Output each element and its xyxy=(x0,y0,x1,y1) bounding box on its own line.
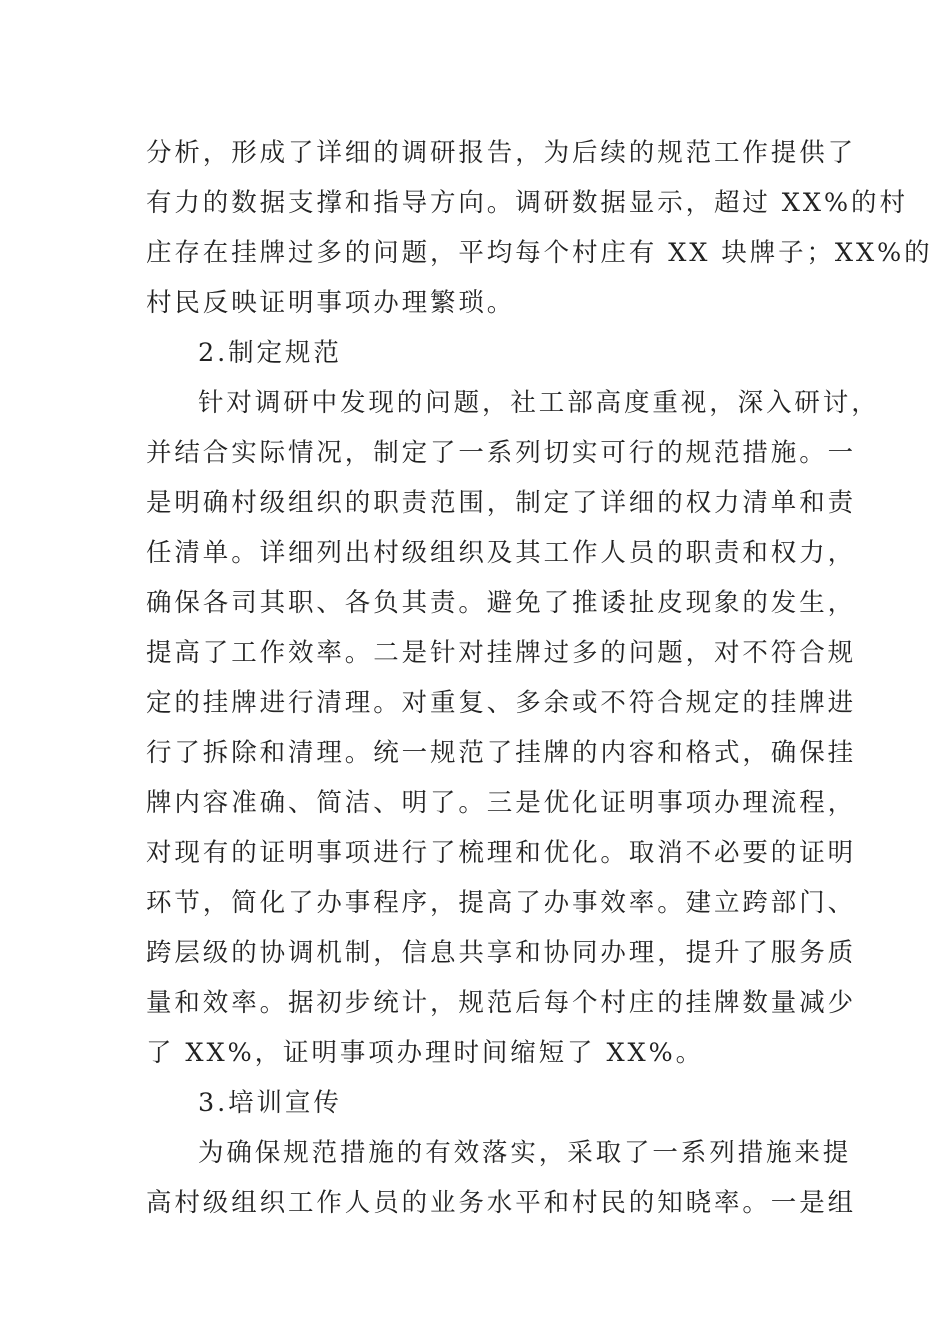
paragraph-line: 有力的数据支撑和指导方向。调研数据显示，超过 XX%的村 xyxy=(146,188,908,218)
paragraph-line: 了 XX%，证明事项办理时间缩短了 XX%。 xyxy=(146,1038,705,1068)
paragraph-line: 任清单。详细列出村级组织及其工作人员的职责和权力， xyxy=(146,538,857,568)
paragraph-line: 分析，形成了详细的调研报告，为后续的规范工作提供了 xyxy=(146,138,857,168)
paragraph-line: 村民反映证明事项办理繁琐。 xyxy=(146,288,516,318)
section-heading-3: 3.培训宣传 xyxy=(198,1088,342,1118)
paragraph-line: 行了拆除和清理。统一规范了挂牌的内容和格式，确保挂 xyxy=(146,738,857,768)
document-body xyxy=(146,128,933,1228)
paragraph-line: 环节，简化了办事程序，提高了办事效率。建立跨部门、 xyxy=(146,888,857,918)
paragraph-line: 庄存在挂牌过多的问题，平均每个村庄有 XX 块牌子；XX%的 xyxy=(146,238,933,268)
paragraph-line: 为确保规范措施的有效落实，采取了一系列措施来提 xyxy=(198,1138,852,1168)
paragraph-line: 牌内容准确、简洁、明了。三是优化证明事项办理流程， xyxy=(146,788,857,818)
paragraph-line: 确保各司其职、各负其责。避免了推诿扯皮现象的发生， xyxy=(146,588,857,618)
paragraph-line: 针对调研中发现的问题，社工部高度重视，深入研讨， xyxy=(198,388,880,418)
paragraph-line: 高村级组织工作人员的业务水平和村民的知晓率。一是组 xyxy=(146,1188,857,1218)
paragraph-line: 提高了工作效率。二是针对挂牌过多的问题，对不符合规 xyxy=(146,638,857,668)
paragraph-line: 并结合实际情况，制定了一系列切实可行的规范措施。一 xyxy=(146,438,857,468)
paragraph-line: 量和效率。据初步统计，规范后每个村庄的挂牌数量减少 xyxy=(146,988,857,1018)
paragraph-line: 对现有的证明事项进行了梳理和优化。取消不必要的证明 xyxy=(146,838,857,868)
section-heading-2: 2.制定规范 xyxy=(198,338,342,368)
paragraph-line: 是明确村级组织的职责范围，制定了详细的权力清单和责 xyxy=(146,488,857,518)
paragraph-line: 跨层级的协调机制，信息共享和协同办理，提升了服务质 xyxy=(146,938,857,968)
paragraph-line: 定的挂牌进行清理。对重复、多余或不符合规定的挂牌进 xyxy=(146,688,857,718)
